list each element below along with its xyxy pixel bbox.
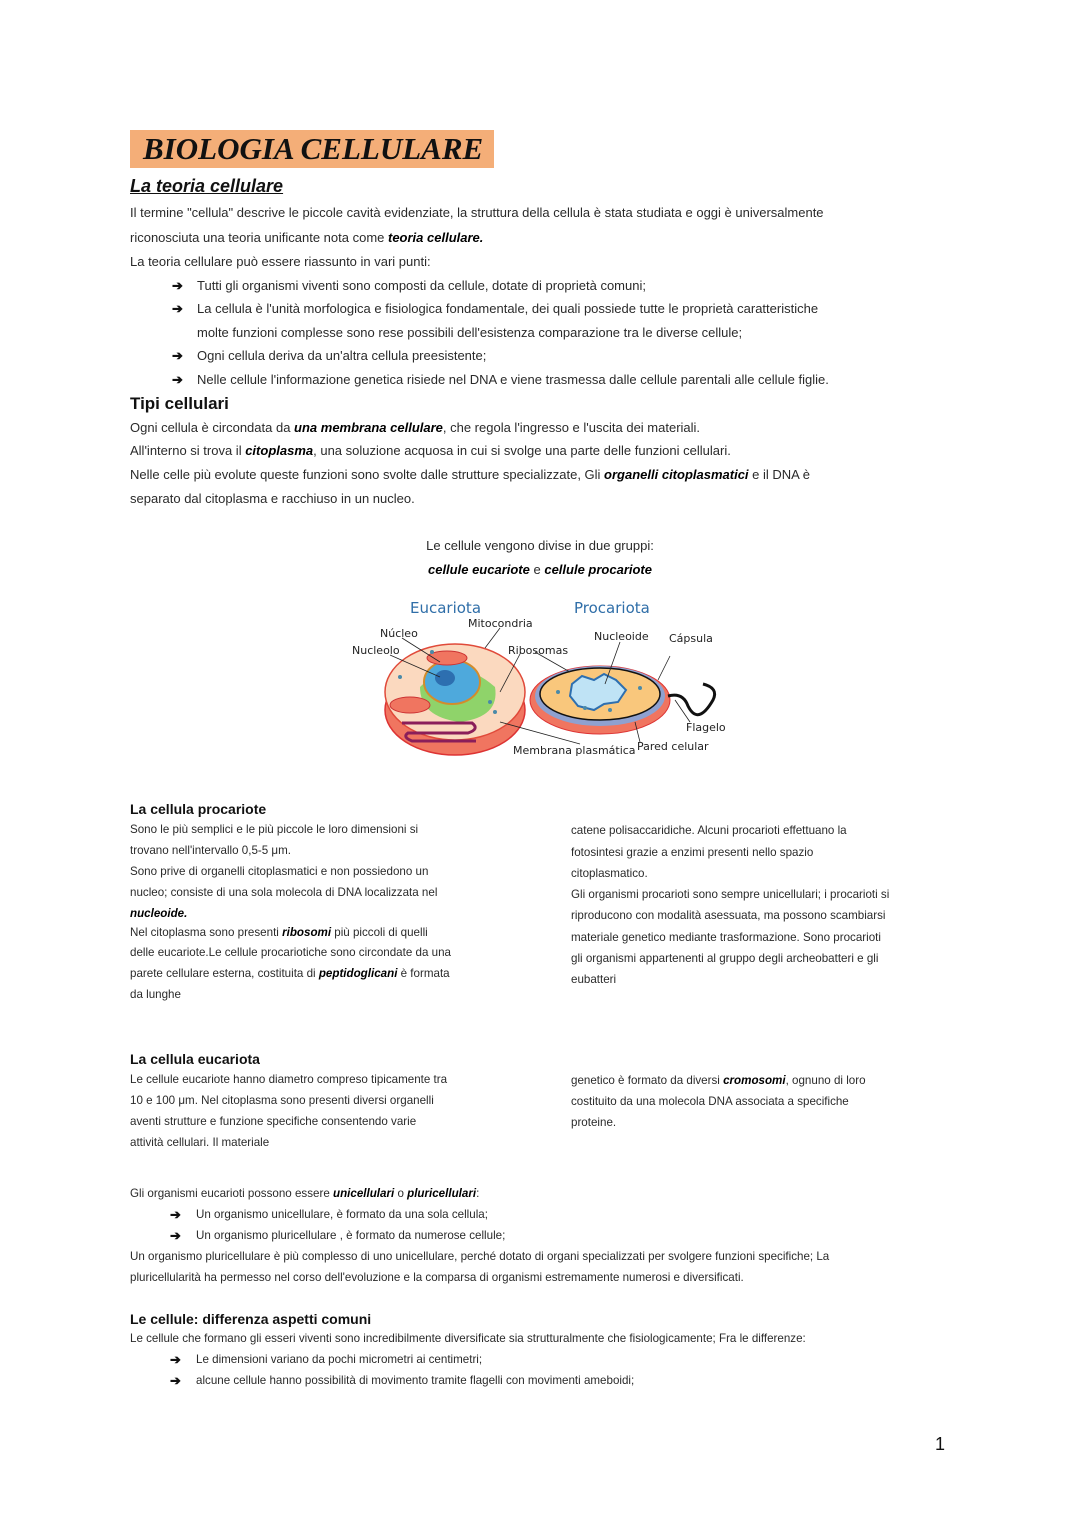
text-segment: La cellula è l'unità morfologica e fisiologica fondamentale, dei quali possiede tutte le proprietà caratteristiche — [197, 301, 819, 316]
text-line — [130, 864, 428, 880]
text-line — [130, 906, 187, 922]
text-line — [130, 230, 483, 246]
text-segment: Nelle celle più evolute queste funzioni sono svolte dalle strutture specializzate, Gli — [130, 467, 605, 482]
text-line — [0, 562, 1080, 578]
text-segment: pluricellularità ha permesso nel corso dell'evoluzione e la comparsa di organismi estremamente numerosi e diversificati. — [130, 1271, 744, 1284]
text-line — [130, 1135, 269, 1151]
page-number: 1 — [935, 1434, 946, 1454]
label-mitocondria: Mitocondria — [468, 617, 533, 630]
text-segment: Sono le più semplici e le più piccole le loro dimensioni si — [130, 823, 419, 836]
text-segment: e il DNA è — [748, 467, 810, 482]
bold-term: cellule procariote — [544, 562, 652, 577]
cell-types-diagram — [340, 592, 760, 767]
text-segment: Sono prive di organelli citoplasmatici e non possiedono un — [130, 865, 429, 878]
section-heading-teoria: La teoria cellulare — [130, 176, 284, 196]
text-segment: , ognuno di loro — [785, 1074, 866, 1087]
bold-term: peptidoglicani — [318, 967, 398, 980]
text-segment: citoplasmatico. — [571, 867, 648, 880]
text-line — [130, 945, 451, 961]
arrow-right-icon: ➔ — [172, 278, 183, 293]
text-line — [130, 822, 418, 838]
text-segment: trovano nell'intervallo 0,5-5 μm. — [130, 844, 291, 857]
text-segment: Le cellule vengono divise in due gruppi: — [426, 538, 654, 553]
text-segment: gli organismi appartenenti al gruppo degli archeobatteri e gli — [571, 952, 879, 965]
text-segment: Ogni cellula deriva da un'altra cellula preesistente; — [197, 348, 487, 363]
text-line — [130, 491, 415, 507]
text-line — [130, 1093, 434, 1109]
text-segment: alcune cellule hanno possibilità di movimento tramite flagelli con movimenti ameboidi; — [196, 1374, 635, 1387]
text-segment: Un organismo pluricellulare è più complesso di uno unicellulare, perché dotato di organi specializzati per svolgere funzioni specifiche; La — [130, 1250, 830, 1263]
text-segment: Le cellule eucariote hanno diametro compreso tipicamente tra — [130, 1073, 448, 1086]
text-line — [130, 843, 291, 859]
text-segment: separato dal citoplasma e racchiuso in un nucleo. — [130, 491, 415, 506]
bold-term: teoria cellulare. — [388, 230, 484, 245]
label-nucleolo: Nucleolo — [352, 644, 400, 657]
text-line — [130, 987, 181, 1003]
section-heading-procariote: La cellula procariote — [130, 801, 267, 817]
bold-term: cromosomi — [723, 1074, 786, 1087]
text-line — [196, 1373, 634, 1389]
text-segment: Un organismo unicellulare, è formato da una sola cellula; — [196, 1208, 488, 1221]
text-segment: La teoria cellulare può essere riassunto in vari punti: — [130, 254, 431, 269]
text-line — [130, 1249, 829, 1265]
text-line — [197, 372, 829, 388]
text-segment: Ogni cellula è circondata da — [130, 420, 295, 435]
section-heading-tipi: Tipi cellulari — [130, 394, 229, 413]
label-pared-celular: Pared celular — [637, 740, 709, 753]
text-segment: Le dimensioni variano da pochi micrometri ai centimetri; — [196, 1353, 483, 1366]
text-line — [130, 420, 700, 436]
arrow-right-icon: ➔ — [170, 1373, 181, 1388]
text-segment: e — [529, 562, 545, 577]
label-nucleoide: Nucleoide — [594, 630, 649, 643]
text-line — [130, 966, 450, 982]
text-line — [571, 1115, 616, 1131]
arrow-right-icon: ➔ — [172, 301, 183, 316]
text-segment: costituito da una molecola DNA associata a specifiche — [571, 1095, 849, 1108]
bold-term: pluricellulari — [407, 1187, 477, 1200]
text-segment: materiale genetico mediante trasformazione. Sono procarioti — [571, 931, 881, 944]
text-line — [571, 908, 886, 924]
text-line — [130, 467, 810, 483]
label-ribosomas: Ribosomas — [508, 644, 569, 657]
text-line — [130, 443, 731, 459]
text-segment: o — [394, 1187, 408, 1200]
arrow-right-icon: ➔ — [172, 348, 183, 363]
text-segment: da lunghe — [130, 988, 181, 1001]
text-line — [130, 254, 431, 270]
text-segment: Le cellule che formano gli esseri viventi sono incredibilmente diversificate sia strutturalmente che fisiologicamente; Fra le differenze: — [130, 1332, 806, 1345]
text-segment: eubatteri — [571, 973, 617, 986]
text-line — [571, 951, 878, 967]
text-segment: attività cellulari. Il materiale — [130, 1136, 270, 1149]
text-segment: Nelle cellule l'informazione genetica risiede nel DNA e viene trasmessa dalle cellule parentali alle cellule figlie. — [197, 372, 829, 387]
label-nucleo: Núcleo — [380, 627, 418, 640]
text-segment: , una soluzione acquosa in cui si svolge una parte delle funzioni cellulari. — [313, 443, 731, 458]
diagram-heading-procariota: Procariota — [574, 599, 650, 617]
text-line — [571, 930, 881, 946]
text-segment: aventi strutture e funzione specifiche consentendo varie — [130, 1115, 417, 1128]
text-line — [130, 1331, 806, 1347]
text-line — [197, 301, 818, 317]
text-line — [571, 972, 616, 988]
text-line — [196, 1352, 482, 1368]
bold-term: ribosomi — [282, 926, 332, 939]
text-line — [571, 845, 813, 861]
eukaryotic-cell-drawing — [385, 644, 525, 755]
bold-term: organelli citoplasmatici — [604, 467, 749, 482]
text-segment: genetico è formato da diversi — [571, 1074, 724, 1087]
text-line — [130, 885, 437, 901]
text-segment: Il termine "cellula" descrive le piccole cavità evidenziate, la struttura della cellula è stata studiata e oggi è universalmente — [130, 205, 824, 220]
text-segment: All'interno si trova il — [130, 443, 246, 458]
text-segment: molte funzioni complesse sono rese possibili dell'esistenza comparazione tra le diverse cellule; — [197, 325, 743, 340]
text-segment: Nel citoplasma sono presenti — [130, 926, 283, 939]
text-segment: Gli organismi procarioti sono sempre unicellulari; i procarioti si — [571, 888, 890, 901]
arrow-right-icon: ➔ — [172, 372, 183, 387]
text-line — [130, 1270, 744, 1286]
label-flagelo: Flagelo — [686, 721, 726, 734]
text-line — [571, 866, 648, 882]
text-segment: nucleo; consiste di una sola molecola di DNA localizzata nel — [130, 886, 438, 899]
text-line — [571, 823, 847, 839]
bold-term: unicellulari — [333, 1187, 395, 1200]
text-line — [197, 278, 646, 294]
text-segment: riproducono con modalità asessuata, ma possono scambiarsi — [571, 909, 886, 922]
text-line — [130, 925, 428, 941]
text-segment: : — [476, 1187, 480, 1200]
section-heading-eucariota: La cellula eucariota — [130, 1051, 260, 1067]
text-line — [0, 538, 1080, 554]
bold-term: cellule eucariote — [427, 562, 530, 577]
text-line — [197, 348, 486, 364]
bold-term: citoplasma — [245, 443, 314, 458]
text-line — [571, 1073, 866, 1089]
arrow-right-icon: ➔ — [170, 1207, 181, 1222]
text-segment: più piccoli di quelli — [331, 926, 428, 939]
bold-term: una membrana cellulare — [294, 420, 443, 435]
text-segment: parete cellulare esterna, costituita di — [130, 967, 319, 980]
text-segment: , che regola l'ingresso e l'uscita dei materiali. — [442, 420, 701, 435]
arrow-right-icon: ➔ — [170, 1352, 181, 1367]
label-capsula: Cápsula — [669, 632, 713, 645]
text-segment: fotosintesi grazie a enzimi presenti nello spazio — [571, 846, 814, 859]
text-segment: Un organismo pluricellulare , è formato da numerose cellule; — [196, 1229, 506, 1242]
section-heading-differenze: Le cellule: differenza aspetti comuni — [130, 1311, 372, 1327]
text-segment: delle eucariote.Le cellule procariotiche sono circondate da una — [130, 946, 451, 959]
text-line — [130, 205, 824, 221]
text-segment: catene polisaccaridiche. Alcuni procarioti effettuano la — [571, 824, 847, 837]
text-line — [130, 1114, 416, 1130]
text-segment: è formata — [397, 967, 450, 980]
text-segment: Gli organismi eucarioti possono essere — [130, 1187, 333, 1200]
arrow-right-icon: ➔ — [170, 1228, 181, 1243]
diagram-heading-eucariota: Eucariota — [410, 599, 482, 617]
text-segment: 10 e 100 μm. Nel citoplasma sono presenti diversi organelli — [130, 1094, 434, 1107]
page-title: BIOLOGIA CELLULARE — [143, 131, 484, 166]
text-segment: proteine. — [571, 1116, 617, 1129]
bold-term: nucleoide. — [130, 907, 188, 920]
text-line — [130, 1186, 479, 1202]
label-membrana-plasmatica: Membrana plasmática — [513, 744, 636, 757]
text-line — [196, 1228, 505, 1244]
text-line — [571, 1094, 849, 1110]
text-line — [197, 325, 742, 341]
text-segment: Tutti gli organismi viventi sono composti da cellule, dotate di proprietà comuni; — [197, 278, 646, 293]
text-segment: riconosciuta una teoria unificante nota come — [130, 230, 388, 245]
text-line — [571, 887, 889, 903]
text-line — [196, 1207, 488, 1223]
text-line — [130, 1072, 447, 1088]
